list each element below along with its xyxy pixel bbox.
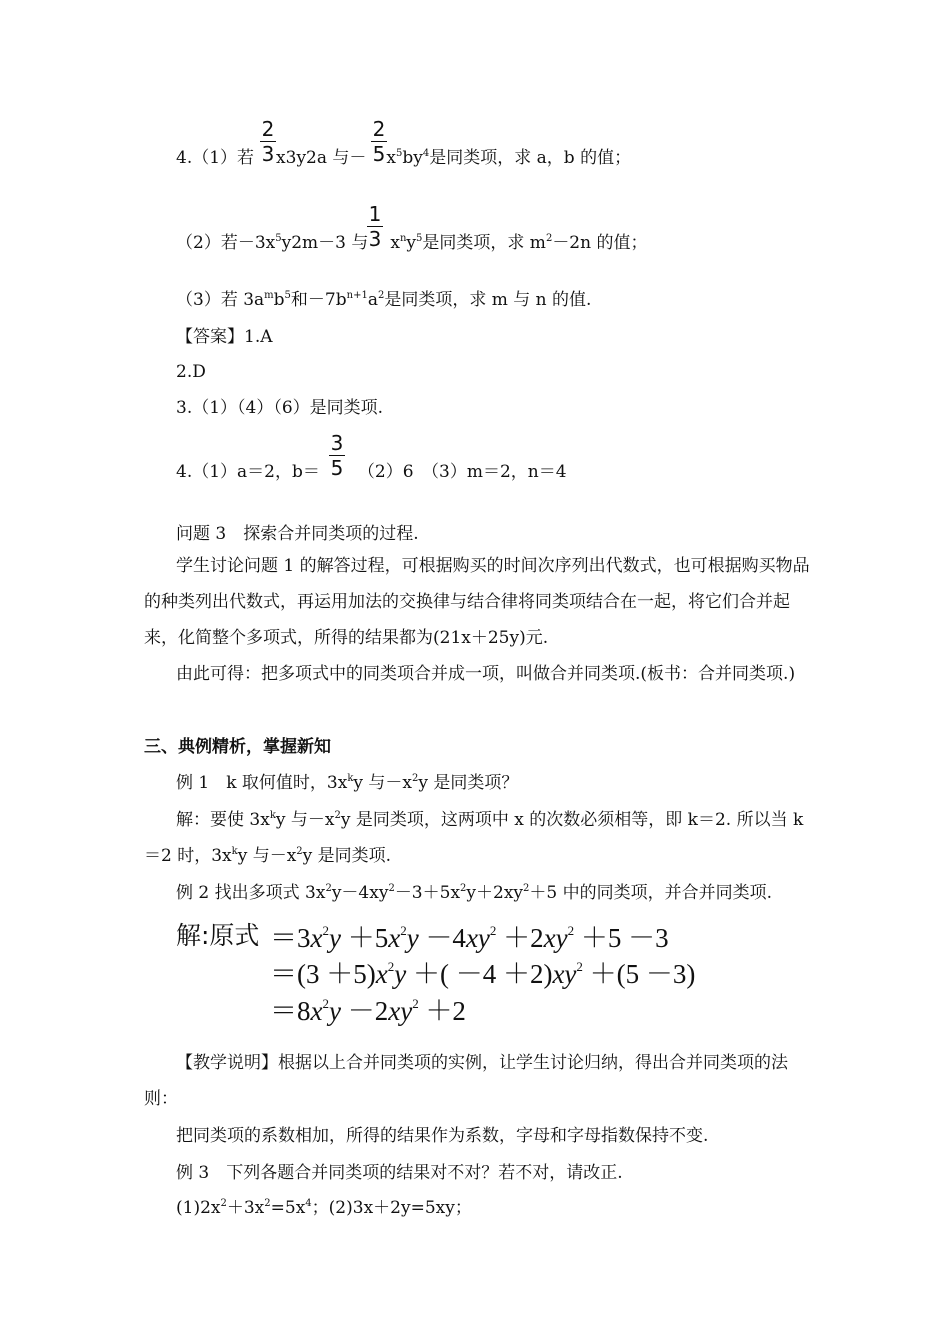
example-3: 例 3 下列各题合并同类项的结果对不对？若不对，请改正.	[176, 1163, 623, 1183]
question-4-part-1: 4.（1）若 x3y2a 与－ $x^5by^4$是同类项，求 a，b 的值；	[176, 148, 632, 168]
solution-line-1: $=3x^2y +5x^2y -4xy^2 +2xy^2 +5 -3$	[270, 923, 669, 953]
solution-label: 解:原式	[176, 921, 260, 950]
problem-3-paragraph-2: 由此可得：把多项式中的同类项合并成一项，叫做合并同类项.(板书：合并同类项.)	[176, 664, 796, 684]
fraction-3-5: 3 5	[330, 431, 344, 480]
problem-3-title: 问题 3 探索合并同类项的过程.	[176, 524, 419, 544]
example-1-solution: 解：要使 $3x^ky$ 与$-x^2y$ 是同类项，这两项中 x 的次数必须相等，即 k＝2. 所以当 k＝2 时，$3x^ky$ 与$-x^2y$ 是同类项.	[144, 810, 804, 866]
answer-2: 2.D	[176, 362, 206, 382]
merging-rule: 把同类项的系数相加，所得的结果作为系数，字母和字母指数保持不变.	[176, 1126, 709, 1146]
teaching-note: 【教学说明】根据以上合并同类项的实例，让学生讨论归纳，得出合并同类项的法则：	[144, 1053, 788, 1109]
question-4-part-2: （2）若$-3x^5y2m-3$ 与 $x^ny^5$是同类项，求 $m^2-2n$ 的值；	[176, 233, 648, 253]
fraction-1-3: 1 3	[368, 202, 382, 251]
solution-line-2: $=(3 +5)x^2y$ ＋( $-4 +2)xy^2 +(5 -3)$	[270, 959, 696, 989]
answer-4: 4.（1）a＝2，b＝ （2）6 （3）m＝2，n＝4	[176, 462, 567, 482]
fraction-2-5: 2 5	[372, 117, 386, 166]
section-heading: 三、典例精析，掌握新知	[144, 737, 331, 757]
answer-heading: 【答案】1.A	[176, 327, 273, 347]
example-3-items: $(1)2x^2+3x^2=5x^4$；(2)3x＋2y=5xy；	[176, 1198, 472, 1218]
question-4-part-3: （3）若 $3a^mb^5$和$-7b^{n+1}a^2$是同类项，求 m 与 n 的值.	[176, 290, 592, 310]
answer-3: 3.（1）（4）（6）是同类项.	[176, 398, 384, 418]
example-2: 例 2 找出多项式 $3x^2y-4xy^2-3+5x^2y+2xy^2+5$ 中的同类项，并合并同类项.	[176, 883, 773, 903]
example-1: 例 1 k 取何值时，$3x^ky$ 与$-x^2y$ 是同类项？	[176, 773, 519, 793]
solution-line-3: $=8x^2y -2xy^2 +2$	[270, 996, 466, 1026]
fraction-2-3: 2 3	[261, 117, 275, 166]
problem-3-paragraph-1: 学生讨论问题 1 的解答过程，可根据购买的时间次序列出代数式，也可根据购买物品的种类列出代数式，再运用加法的交换律与结合律将同类项结合在一起，将它们合并起来，化简整个多项式，所得的结果都为(21x＋25y)元.	[144, 556, 810, 648]
